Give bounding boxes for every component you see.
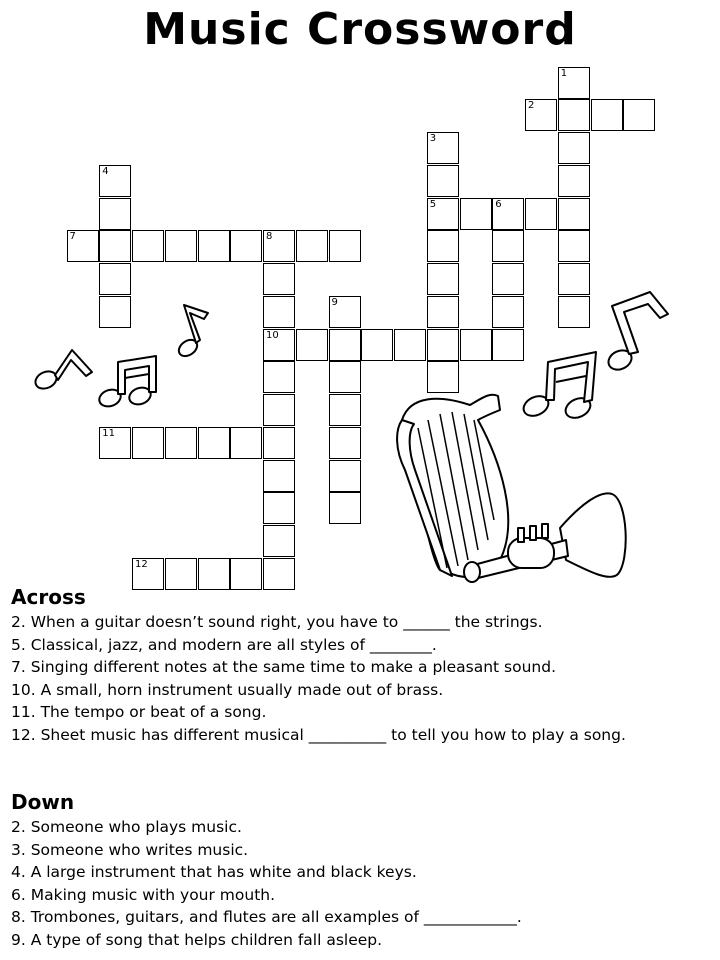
clue-item: 2. When a guitar doesn’t sound right, you have to ______ the strings. — [11, 613, 543, 631]
clue-number: 6 — [495, 198, 502, 210]
harp-icon — [397, 395, 508, 577]
clue-item: 9. A type of song that helps children fall asleep. — [11, 930, 383, 949]
clue-number: 7 — [69, 231, 76, 243]
clue-item: 5. Classical, jazz, and modern are all styles of ________. — [11, 635, 437, 654]
clue-item: 3. Someone who writes music. — [11, 840, 249, 859]
across-heading: Across — [11, 585, 86, 609]
clue-number: 4 — [102, 165, 109, 177]
across-clues — [11, 585, 701, 746]
down-clues — [11, 790, 701, 951]
clue-item: 10. A small, horn instrument usually made out of brass. — [11, 680, 444, 699]
music-note-icon — [605, 292, 668, 373]
music-note-icon — [176, 305, 208, 359]
music-note-icon — [33, 350, 92, 392]
clue-item: 2. Someone who plays music. — [11, 818, 242, 836]
double-music-note-icon — [520, 352, 596, 422]
clue-list — [11, 816, 701, 951]
clue-item: 6. Making music with your mouth. — [11, 885, 276, 904]
clue-list — [11, 611, 701, 746]
clue-item: 11. The tempo or beat of a song. — [11, 703, 267, 721]
down-heading: Down — [11, 790, 75, 814]
clue-number: 12 — [135, 558, 148, 570]
clue-number: 8 — [266, 231, 273, 243]
clue-number: 9 — [331, 296, 338, 308]
clue-number: 10 — [266, 329, 279, 341]
page-title: Music Crossword — [143, 4, 577, 55]
clue-number: 3 — [429, 133, 437, 144]
clue-item: 4. A large instrument that has white and black keys. — [11, 863, 417, 881]
clue-number: 2 — [528, 100, 535, 112]
double-music-note-icon — [97, 356, 156, 409]
clue-item: 8. Trombones, guitars, and flutes are all examples of ____________. — [11, 908, 522, 926]
clue-item: 7. Singing different notes at the same time to make a pleasant sound. — [11, 658, 556, 676]
clue-item: 12. Sheet music has different musical __________ to tell you how to play a song. — [11, 725, 626, 744]
clue-number: 5 — [429, 198, 437, 210]
clue-number: 11 — [102, 427, 115, 439]
clue-number: 1 — [560, 67, 568, 79]
